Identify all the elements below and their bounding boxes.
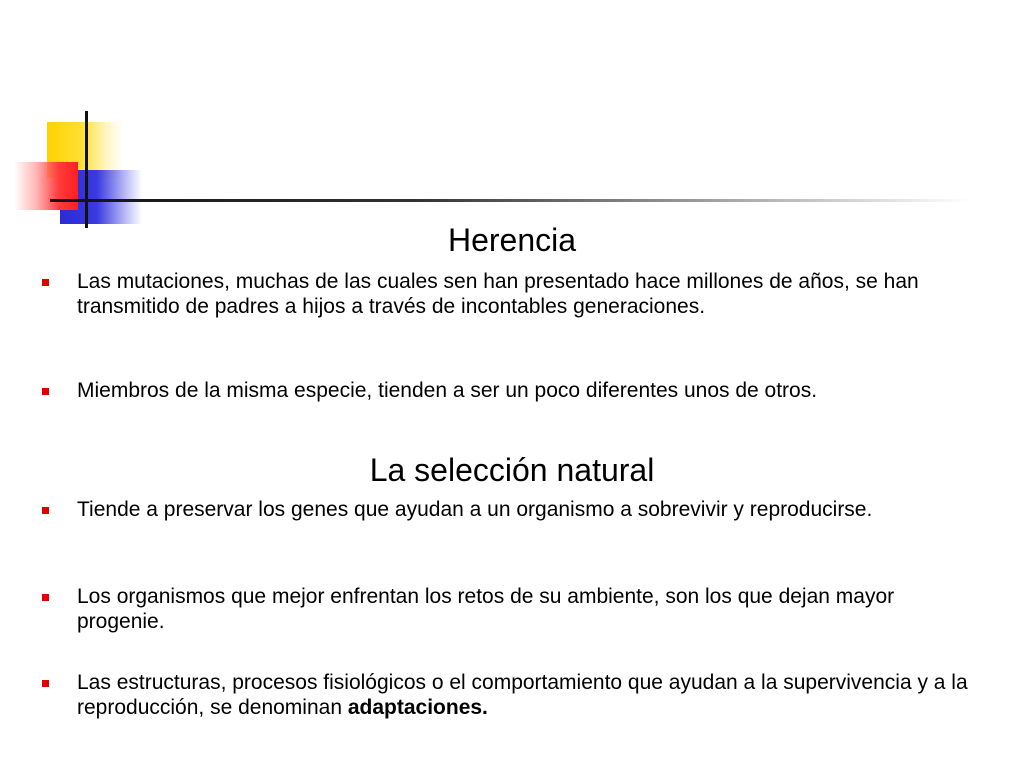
bullet-square-icon bbox=[42, 388, 49, 395]
bullet-item bbox=[77, 584, 977, 634]
logo-red-square bbox=[14, 162, 78, 210]
bullet-square-icon bbox=[42, 279, 49, 286]
bullet-item bbox=[77, 378, 977, 403]
bullet-text: Las estructuras, procesos fisiológicos o el comportamiento que ayudan a la supervivencia y a la reproducción, se denominan bbox=[77, 671, 968, 719]
bullet-text: Las mutaciones, muchas de las cuales sen han presentado hace millones de años, se han transmitido de padres a hijos a través de incontables generaciones. bbox=[77, 270, 919, 318]
bullet-text: Tiende a preservar los genes que ayudan a un organismo a sobrevivir y reproducirse. bbox=[77, 498, 873, 521]
bullet-bold-term: adaptaciones. bbox=[347, 696, 488, 719]
title-divider-line bbox=[50, 199, 970, 202]
bullet-square-icon bbox=[42, 594, 49, 601]
bullet-square-icon bbox=[42, 680, 49, 687]
bullet-text: Miembros de la misma especie, tienden a ser un poco diferentes unos de otros. bbox=[77, 379, 818, 402]
bullet-item bbox=[77, 269, 977, 319]
heading-herencia: Herencia bbox=[447, 222, 577, 258]
bullet-text: Los organismos que mejor enfrentan los retos de su ambiente, son los que dejan mayor progenie. bbox=[77, 585, 895, 633]
logo-vertical-line bbox=[85, 111, 88, 228]
heading-seleccion-natural: La selección natural bbox=[369, 452, 655, 488]
bullet-square-icon bbox=[42, 507, 49, 514]
bullet-item bbox=[77, 497, 977, 522]
bullet-item bbox=[77, 670, 977, 720]
